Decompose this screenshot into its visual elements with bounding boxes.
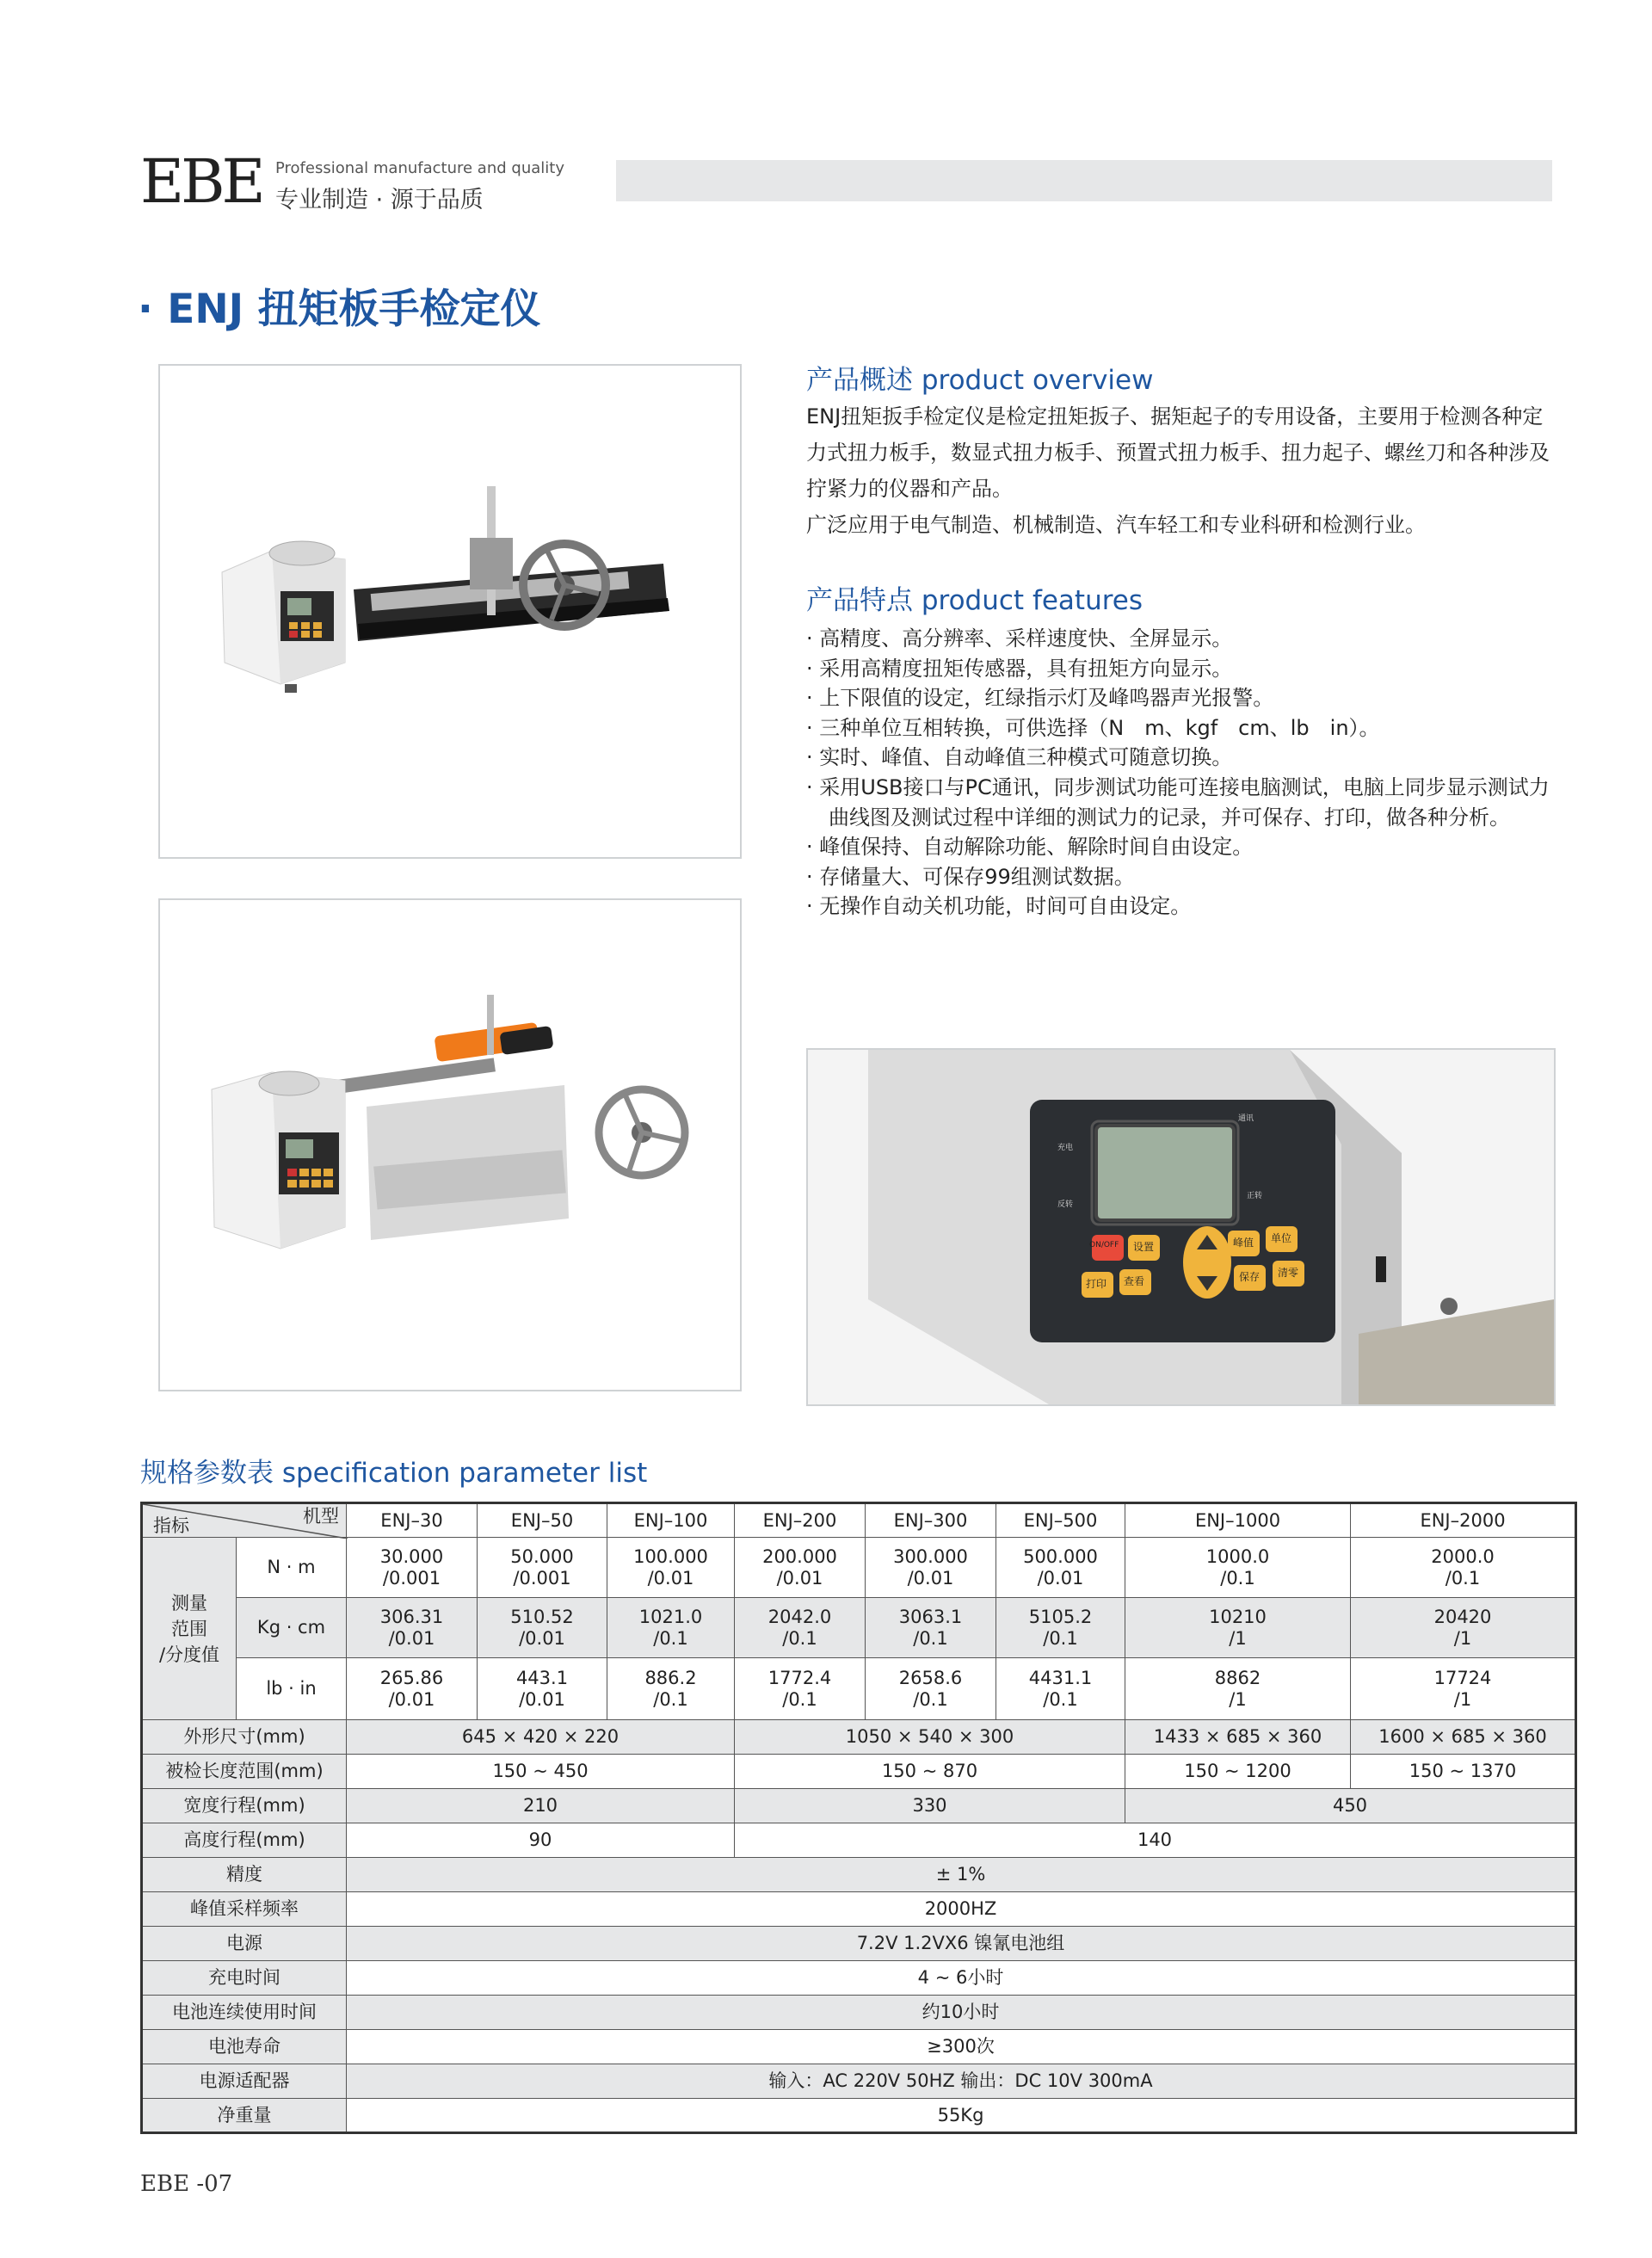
range-cell: 300.000 /0.01 (866, 1538, 996, 1598)
range-cell: 200.000 /0.01 (735, 1538, 866, 1598)
adapter-row (142, 2064, 1576, 2099)
features-list (806, 624, 1555, 922)
row-label: 峰值采样频率 (142, 1892, 347, 1927)
feature-item: · 高精度、高分辨率、采样速度快、全屏显示。 (806, 626, 1233, 651)
range-cell: 443.1 /0.01 (478, 1658, 607, 1720)
features-heading: 产品特点 product features (806, 585, 1143, 616)
spec-value: 2000HZ (347, 1892, 1576, 1927)
spec-value: 140 (735, 1823, 1576, 1858)
comm-indicator-label: 通讯 (1238, 1114, 1254, 1123)
spec-value: 输入：AC 220V 50HZ 输出：DC 10V 300mA (347, 2064, 1576, 2099)
range-cell: 1000.0 /0.1 (1125, 1538, 1351, 1598)
range-label (142, 1538, 237, 1720)
weight-row (142, 2099, 1576, 2133)
range-cell: 265.86 /0.01 (347, 1658, 478, 1720)
corner-top-label: 机型 (303, 1506, 339, 1527)
spec-value: 645 × 420 × 220 (347, 1720, 735, 1755)
model-header: ENJ–100 (607, 1503, 735, 1538)
model-header: ENJ–2000 (1351, 1503, 1576, 1538)
feature-item: · 采用高精度扭矩传感器，具有扭矩方向显示。 (806, 656, 1233, 681)
torque-tester-illustration-2 (160, 900, 740, 1390)
range-row-lbin (142, 1658, 1576, 1720)
zero-key-label: 清零 (1278, 1267, 1299, 1279)
range-cell: 4431.1 /0.1 (996, 1658, 1125, 1720)
spec-value: 330 (735, 1789, 1125, 1823)
reverse-indicator-label: 反转 (1057, 1200, 1074, 1209)
range-cell: 50.000 /0.001 (478, 1538, 607, 1598)
tagline-cn: 专业制造 · 源于品质 (275, 187, 484, 213)
spec-value: 150 ~ 1200 (1125, 1755, 1351, 1789)
spec-value: ± 1% (347, 1858, 1576, 1892)
forward-indicator-label: 正转 (1247, 1192, 1263, 1200)
overview-heading: 产品概述 product overview (806, 365, 1154, 396)
range-row-nm (142, 1538, 1576, 1598)
spec-value: 150 ~ 1370 (1351, 1755, 1576, 1789)
range-cell: 30.000 /0.001 (347, 1538, 478, 1598)
range-cell: 100.000 /0.01 (607, 1538, 735, 1598)
unit-label: Kg · cm (237, 1598, 347, 1658)
overview-paragraph: ENJ扭矩扳手检定仪是检定扭矩扳子、据矩起子的专用设备，主要用于检测各种定力式扭力板手，数显式扭力板手、预置式扭力板手、扭力起子、螺丝刀和各种涉及拧紧力的仪器和产品。 (806, 404, 1550, 501)
range-cell: 1772.4 /0.1 (735, 1658, 866, 1720)
control-panel-photo (806, 1048, 1556, 1406)
range-cell: 2658.6 /0.1 (866, 1658, 996, 1720)
tagline-en: Professional manufacture and quality (275, 159, 564, 177)
row-label: 电池寿命 (142, 2030, 347, 2064)
feature-item: · 采用USB接口与PC通讯，同步测试功能可连接电脑测试，电脑上同步显示测试力曲线图及测试过程中详细的测试力的记录，并可保存、打印，做各种分析。 (806, 774, 1550, 830)
spec-value: 450 (1125, 1789, 1576, 1823)
row-label: 充电时间 (142, 1961, 347, 1996)
brand-logo: EBE (140, 146, 262, 217)
power-row (142, 1927, 1576, 1961)
row-label: 外形尺寸(mm) (142, 1720, 347, 1755)
range-cell: 886.2 /0.1 (607, 1658, 735, 1720)
row-label: 电池连续使用时间 (142, 1996, 347, 2030)
spec-value: 1050 × 540 × 300 (735, 1720, 1125, 1755)
range-cell: 17724 /1 (1351, 1658, 1576, 1720)
corner-bottom-label: 指标 (153, 1515, 189, 1536)
peak-key-label: 峰值 (1233, 1237, 1254, 1249)
feature-item: · 无操作自动关机功能，时间可自由设定。 (806, 894, 1192, 919)
range-cell: 8862 /1 (1125, 1658, 1351, 1720)
spec-value: 7.2V 1.2VX6 镍氰电池组 (347, 1927, 1576, 1961)
feature-item: · 实时、峰值、自动峰值三种模式可随意切换。 (806, 745, 1233, 770)
feature-item: · 存储量大、可保存99组测试数据。 (806, 864, 1135, 889)
width-travel-row (142, 1789, 1576, 1823)
spec-heading: 规格参数表 specification parameter list (140, 1458, 648, 1489)
spec-value: ≥300次 (347, 2030, 1576, 2064)
model-header: ENJ–1000 (1125, 1503, 1351, 1538)
product-photo-2 (158, 898, 742, 1391)
range-cell: 306.31 /0.01 (347, 1598, 478, 1658)
model-header: ENJ–200 (735, 1503, 866, 1538)
row-label: 精度 (142, 1858, 347, 1892)
range-cell: 2042.0 /0.1 (735, 1598, 866, 1658)
range-cell: 2000.0 /0.1 (1351, 1538, 1576, 1598)
row-label: 电源 (142, 1927, 347, 1961)
spec-corner-cell (142, 1503, 347, 1538)
spec-value: 约10小时 (347, 1996, 1576, 2030)
spec-value: 150 ~ 450 (347, 1755, 735, 1789)
range-cell: 10210 /1 (1125, 1598, 1351, 1658)
battery-life-row (142, 2030, 1576, 2064)
row-label: 净重量 (142, 2099, 347, 2133)
range-cell: 20420 /1 (1351, 1598, 1576, 1658)
page-number: EBE -07 (140, 2171, 233, 2197)
spec-value: 90 (347, 1823, 735, 1858)
length-range-row (142, 1755, 1576, 1789)
set-key-label: 设置 (1133, 1241, 1155, 1253)
row-label: 高度行程(mm) (142, 1823, 347, 1858)
dimensions-row (142, 1720, 1576, 1755)
model-header: ENJ–30 (347, 1503, 478, 1538)
spec-header-row (142, 1503, 1576, 1538)
sampling-row (142, 1892, 1576, 1927)
control-panel-body (808, 1050, 1554, 1404)
range-label-line: /分度值 (158, 1644, 220, 1665)
overview-paragraph: 广泛应用于电气制造、机械制造、汽车轻工和专业科研和检测行业。 (806, 513, 1426, 537)
torque-tester-illustration-1 (160, 366, 740, 857)
feature-item: · 峰值保持、自动解除功能、解除时间自由设定。 (806, 835, 1254, 860)
unit-key-label: 单位 (1271, 1232, 1292, 1244)
height-travel-row (142, 1823, 1576, 1858)
feature-item: · 上下限值的设定，红绿指示灯及峰鸣器声光报警。 (806, 686, 1274, 711)
overview-text (806, 398, 1555, 543)
model-header: ENJ–50 (478, 1503, 607, 1538)
spec-value: 4 ~ 6小时 (347, 1961, 1576, 1996)
spec-value: 210 (347, 1789, 735, 1823)
product-photo-1 (158, 364, 742, 859)
range-label-line: 范围 (171, 1618, 207, 1639)
charge-indicator-label: 充电 (1057, 1144, 1074, 1152)
spec-value: 1600 × 685 × 360 (1351, 1720, 1576, 1755)
page-title: · ENJ 扭矩板手检定仪 (138, 286, 541, 333)
range-cell: 1021.0 /0.1 (607, 1598, 735, 1658)
spec-table (140, 1502, 1577, 2134)
range-cell: 500.000 /0.01 (996, 1538, 1125, 1598)
save-key-label: 保存 (1239, 1271, 1261, 1283)
model-header: ENJ–300 (866, 1503, 996, 1538)
spec-value: 150 ~ 870 (735, 1755, 1125, 1789)
battery-runtime-row (142, 1996, 1576, 2030)
range-row-kgcm (142, 1598, 1576, 1658)
spec-value: 1433 × 685 × 360 (1125, 1720, 1351, 1755)
print-key-label: 打印 (1086, 1278, 1107, 1290)
onoff-key-label: ON/OFF (1089, 1241, 1119, 1249)
row-label: 宽度行程(mm) (142, 1789, 347, 1823)
view-key-label: 查看 (1124, 1275, 1145, 1287)
charge-time-row (142, 1961, 1576, 1996)
header-bar (616, 160, 1552, 201)
accuracy-row (142, 1858, 1576, 1892)
unit-label: N · m (237, 1538, 347, 1598)
row-label: 被检长度范围(mm) (142, 1755, 347, 1789)
range-cell: 5105.2 /0.1 (996, 1598, 1125, 1658)
row-label: 电源适配器 (142, 2064, 347, 2099)
feature-item: · 三种单位互相转换，可供选择（N m、kgf cm、lb in）。 (806, 715, 1380, 740)
range-cell: 510.52 /0.01 (478, 1598, 607, 1658)
model-header: ENJ–500 (996, 1503, 1125, 1538)
unit-label: lb · in (237, 1658, 347, 1720)
range-cell: 3063.1 /0.1 (866, 1598, 996, 1658)
spec-value: 55Kg (347, 2099, 1576, 2133)
range-label-line: 测量 (171, 1592, 207, 1613)
